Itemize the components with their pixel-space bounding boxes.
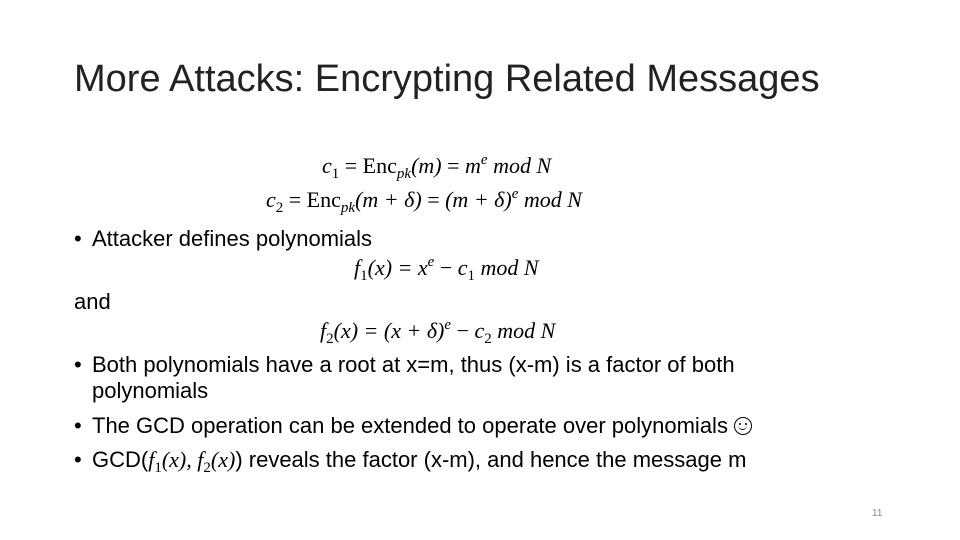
eq-f2-arg: (x) = bbox=[333, 318, 384, 343]
eq-f2-fn-sub: 2 bbox=[326, 331, 334, 347]
bullet-4-f1: f bbox=[148, 447, 155, 472]
bullet-1-text: Attacker defines polynomials bbox=[92, 226, 373, 251]
bullet-4-f2-sub: 2 bbox=[203, 460, 211, 476]
eq-c2-arg: (m + δ) bbox=[355, 187, 422, 212]
eq-c2-tail: mod N bbox=[518, 187, 582, 212]
bullet-4-prefix: GCD( bbox=[92, 447, 149, 472]
eq-c1-lhs: c bbox=[322, 153, 332, 178]
bullet-attacker-defines bbox=[74, 226, 372, 252]
bullet-4-f1-arg: (x), bbox=[161, 447, 198, 472]
bullet-dot: • bbox=[74, 226, 82, 251]
equation-f2 bbox=[320, 317, 555, 348]
eq-c2-enc-sub: pk bbox=[340, 200, 356, 216]
bullet-2-line-1: Both polynomials have a root at x=m, thus (x-m) is a factor of both bbox=[92, 352, 735, 377]
eq-f2-minus: − bbox=[451, 318, 475, 343]
eq-c1-enc-sub: pk bbox=[396, 166, 412, 182]
eq-f1-arg: (x) = bbox=[367, 255, 418, 280]
and-text: and bbox=[74, 289, 111, 314]
eq-c2-lhs: c bbox=[266, 187, 276, 212]
eq-f1-c-sub: 1 bbox=[467, 268, 476, 284]
eq-f1-fn-sub: 1 bbox=[360, 268, 368, 284]
equation-f1 bbox=[354, 254, 539, 285]
bullet-root-at-m bbox=[74, 352, 735, 378]
eq-c2-exp: e bbox=[511, 186, 519, 202]
eq-f1-c: c bbox=[457, 255, 468, 280]
eq-f1-tail: mod N bbox=[475, 255, 539, 280]
eq-c1-exp: e bbox=[480, 152, 488, 168]
bullet-dot: • bbox=[74, 447, 82, 472]
bullet-4-f2-arg: (x) bbox=[210, 447, 236, 472]
equation-c1 bbox=[322, 152, 551, 183]
bullet-4-f1-sub: 1 bbox=[154, 460, 162, 476]
eq-f2-exp: e bbox=[444, 317, 452, 333]
bullet-3-text: The GCD operation can be extended to operate over polynomials bbox=[92, 413, 728, 438]
eq-c1-base: m bbox=[465, 153, 481, 178]
eq-f1-minus: − bbox=[434, 255, 458, 280]
eq-f1-exp: e bbox=[427, 254, 435, 270]
bullet-gcd-extended bbox=[74, 413, 752, 439]
eq-c1-arg: (m) bbox=[411, 153, 442, 178]
smiley-face-icon bbox=[734, 417, 752, 435]
slide-title: More Attacks: Encrypting Related Messages bbox=[74, 58, 820, 100]
bullet-dot: • bbox=[74, 413, 82, 438]
eq-c2-equals: = bbox=[421, 187, 446, 212]
eq-c1-tail: mod N bbox=[487, 153, 552, 178]
eq-c2-enc: = Enc bbox=[283, 187, 341, 212]
page-number: 11 bbox=[872, 508, 883, 519]
eq-c1-enc: = Enc bbox=[339, 153, 397, 178]
eq-c1-equals: = bbox=[441, 153, 466, 178]
equation-c2 bbox=[266, 186, 582, 217]
eq-c1-lhs-sub: 1 bbox=[331, 166, 340, 182]
eq-f2-base: (x + δ) bbox=[383, 318, 445, 343]
bullet-2-line-2: polynomials bbox=[92, 378, 209, 403]
bullet-dot: • bbox=[74, 352, 82, 377]
eq-f2-tail: mod N bbox=[491, 318, 556, 343]
eq-f1-fn: f bbox=[354, 255, 361, 280]
eq-c2-lhs-sub: 2 bbox=[275, 200, 284, 216]
eq-f2-fn: f bbox=[320, 318, 327, 343]
eq-c2-base: (m + δ) bbox=[445, 187, 512, 212]
eq-f2-c-sub: 2 bbox=[484, 331, 492, 347]
bullet-gcd-reveals bbox=[74, 447, 746, 477]
eq-f2-c: c bbox=[474, 318, 485, 343]
bullet-4-f2: f bbox=[197, 447, 204, 472]
eq-f1-base: x bbox=[417, 255, 428, 280]
bullet-4-suffix: ) reveals the factor (x-m), and hence the message m bbox=[235, 447, 747, 472]
